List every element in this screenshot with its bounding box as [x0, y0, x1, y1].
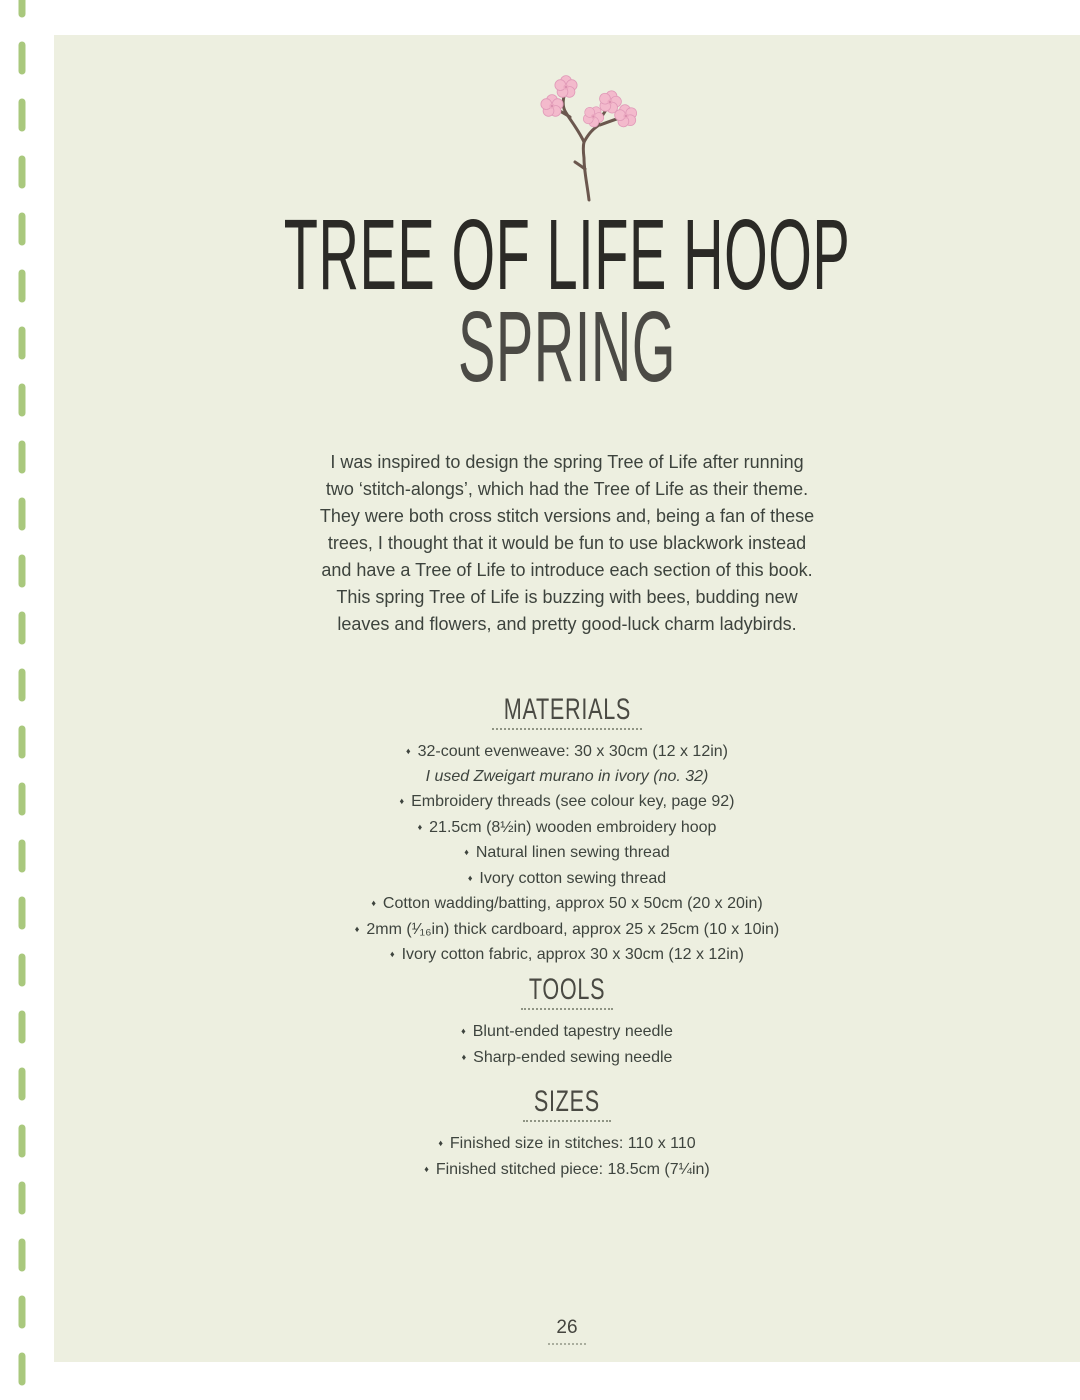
- list-item-text: Finished size in stitches: 110 x 110: [449, 1135, 696, 1152]
- sizes-section: [54, 1087, 1080, 1182]
- list-item: [54, 1131, 1080, 1157]
- list-item: [54, 891, 1080, 917]
- diamond-bullet-icon: ♦: [406, 746, 411, 756]
- list-item-text: Ivory cotton fabric, approx 30 x 30cm (12 x 12in): [401, 946, 744, 963]
- list-item-text: Sharp-ended sewing needle: [473, 1048, 673, 1066]
- diamond-bullet-icon: ♦: [467, 872, 473, 883]
- book-page-panel: [54, 35, 1080, 1362]
- list-item: [54, 942, 1080, 968]
- list-item-text: Blunt-ended tapestry needle: [472, 1023, 673, 1040]
- list-item: [54, 917, 1080, 943]
- list-item-text: 2mm (¹⁄₁₆in) thick cardboard, approx 25 x 25cm (10 x 10in): [366, 920, 780, 938]
- intro-line: leaves and flowers, and pretty good-luck charm ladybirds.: [337, 614, 797, 634]
- list-item: [54, 789, 1080, 815]
- list-item-text: Cotton wadding/batting, approx 50 x 50cm (20 x 20in): [382, 895, 763, 912]
- list-item-note: I used Zweigart murano in ivory (no. 32): [425, 767, 709, 785]
- tools-heading: [54, 975, 1080, 1005]
- intro-line: and have a Tree of Life to introduce each section of this book.: [321, 560, 813, 580]
- list-item-text: Finished stitched piece: 18.5cm (7¼in): [435, 1160, 710, 1178]
- list-item: [54, 739, 1080, 765]
- materials-section: [54, 695, 1080, 968]
- list-item: [54, 866, 1080, 892]
- page-number-block: [54, 1317, 1080, 1345]
- page-number-dotted-rule: [548, 1343, 586, 1345]
- sizes-dotted-rule: [523, 1120, 611, 1122]
- diamond-bullet-icon: ♦: [461, 1026, 466, 1036]
- diamond-bullet-icon: ♦: [464, 847, 469, 857]
- intro-line: They were both cross stitch versions and, being a fan of these: [319, 506, 815, 526]
- sizes-heading: [54, 1087, 1080, 1117]
- intro-line: two ‘stitch-alongs’, which had the Tree of Life as their theme.: [325, 479, 809, 499]
- tools-list: [54, 1019, 1080, 1070]
- diamond-bullet-icon: ♦: [399, 796, 405, 806]
- list-item: [54, 1157, 1080, 1183]
- materials-list: [54, 739, 1080, 968]
- materials-heading-text: MATERIALS: [503, 693, 631, 726]
- diamond-bullet-icon: ♦: [461, 1051, 467, 1062]
- sizes-heading-text: SIZES: [533, 1085, 601, 1118]
- intro-paragraph: [54, 449, 1080, 638]
- materials-dotted-rule: [492, 728, 642, 730]
- list-item-text: Embroidery threads (see colour key, page 92): [411, 793, 735, 810]
- list-item: [54, 1019, 1080, 1045]
- list-item-text: Natural linen sewing thread: [475, 844, 670, 861]
- diamond-bullet-icon: ♦: [438, 1138, 443, 1148]
- list-item: [54, 1045, 1080, 1071]
- page-title-line1: TREE OF LIFE HOOP: [283, 199, 851, 311]
- list-item: [54, 815, 1080, 841]
- diamond-bullet-icon: ♦: [354, 923, 360, 934]
- diamond-bullet-icon: ♦: [424, 1163, 429, 1174]
- diamond-bullet-icon: ♦: [417, 821, 423, 832]
- intro-line: I was inspired to design the spring Tree of Life after running: [330, 452, 804, 472]
- tools-heading-text: TOOLS: [528, 973, 606, 1006]
- diamond-bullet-icon: ♦: [371, 898, 376, 908]
- list-item-text: 32-count evenweave: 30 x 30cm (12 x 12in): [417, 743, 728, 760]
- page-title-line2: SPRING: [457, 291, 677, 403]
- diamond-bullet-icon: ♦: [390, 949, 395, 959]
- materials-heading: [54, 695, 1080, 725]
- page-title: [54, 199, 1080, 403]
- list-item-text: 21.5cm (8½in) wooden embroidery hoop: [429, 818, 717, 836]
- stitch-dashes-icon: [0, 0, 44, 1400]
- list-item: [54, 840, 1080, 866]
- list-item-text: Ivory cotton sewing thread: [479, 869, 667, 887]
- tools-section: [54, 975, 1080, 1070]
- intro-line: This spring Tree of Life is buzzing with bees, budding new: [336, 587, 798, 607]
- cherry-blossom-icon: [497, 63, 637, 208]
- intro-line: trees, I thought that it would be fun to use blackwork instead: [327, 533, 807, 553]
- page-number: 26: [556, 1317, 578, 1338]
- tools-dotted-rule: [521, 1008, 613, 1010]
- sizes-list: [54, 1131, 1080, 1182]
